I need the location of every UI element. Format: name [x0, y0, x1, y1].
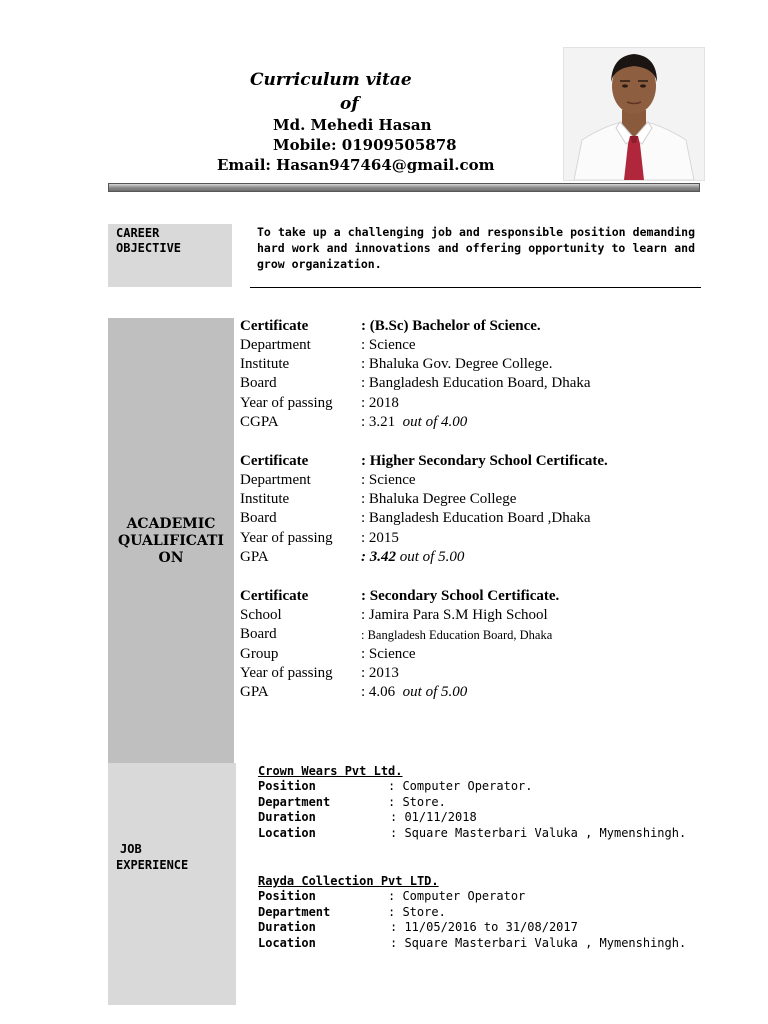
job-label-line1: JOB: [120, 842, 142, 856]
objective-underline: [250, 287, 701, 288]
career-label-line2: OBJECTIVE: [116, 241, 182, 255]
edu1-year-key: Year of passing: [240, 395, 333, 411]
job2-department-value: : Store.: [388, 905, 446, 919]
academic-label: [108, 516, 234, 567]
edu1-institute-key: Institute: [240, 356, 290, 372]
edu1-board-key: Board: [240, 375, 277, 391]
edu1-department-key: Department: [240, 337, 311, 353]
edu2-department-value: : Science: [361, 472, 416, 488]
job1-location-value: : Square Masterbari Valuka , Mymenshingh.: [390, 826, 687, 840]
edu1-certificate-key: Certificate: [240, 318, 309, 334]
edu3-group-key: Group: [240, 646, 279, 662]
job1-duration-key: Duration: [258, 810, 316, 824]
job2-company: Rayda Collection Pvt LTD.: [258, 874, 439, 888]
person-photo-icon: [564, 48, 704, 180]
mobile-number: Mobile: 01909505878: [273, 136, 457, 154]
edu1-cgpa-value: : 3.21 out of 4.00: [361, 414, 468, 430]
job2-position-value: : Computer Operator: [388, 889, 526, 903]
edu1-year-value: : 2018: [361, 395, 399, 411]
edu1-cgpa-key: CGPA: [240, 414, 279, 430]
job1-position-key: Position: [258, 779, 316, 793]
job1-company: Crown Wears Pvt Ltd.: [258, 764, 403, 778]
job2-location-key: Location: [258, 936, 316, 950]
career-label-line1: CAREER: [116, 226, 160, 240]
edu2-department-key: Department: [240, 472, 311, 488]
edu2-year-key: Year of passing: [240, 530, 333, 546]
job2-duration-key: Duration: [258, 920, 316, 934]
cv-title-line2: of: [340, 94, 359, 114]
job2-location-value: : Square Masterbari Valuka , Mymenshingh.: [390, 936, 687, 950]
edu1-certificate-value: : (B.Sc) Bachelor of Science.: [361, 318, 541, 334]
edu2-board-value: : Bangladesh Education Board ,Dhaka: [361, 510, 591, 526]
edu2-gpa-key: GPA: [240, 549, 269, 565]
edu2-year-value: : 2015: [361, 530, 399, 546]
job-experience-label-box: [108, 763, 236, 1005]
career-objective-text: To take up a challenging job and responsible position demanding hard work and innovations and offering opportunity to learn and grow organization.: [257, 225, 695, 271]
edu3-gpa-value: : 4.06 out of 5.00: [361, 684, 468, 700]
edu3-gpa-key: GPA: [240, 684, 269, 700]
edu3-year-value: : 2013: [361, 665, 399, 681]
profile-photo: [563, 47, 705, 181]
header-divider: [108, 183, 700, 192]
edu3-certificate-key: Certificate: [240, 588, 309, 604]
job1-department-value: : Store.: [388, 795, 446, 809]
edu2-gpa-value: : 3.42 out of 5.00: [361, 549, 465, 565]
job1-location-key: Location: [258, 826, 316, 840]
job1-position-value: : Computer Operator.: [388, 779, 533, 793]
cv-title-line1: Curriculum vitae: [250, 70, 412, 90]
edu3-school-key: School: [240, 607, 282, 623]
edu1-board-value: : Bangladesh Education Board, Dhaka: [361, 375, 591, 391]
email-address: Email: Hasan947464@gmail.com: [217, 156, 495, 174]
edu2-institute-value: : Bhaluka Degree College: [361, 491, 517, 507]
edu3-board-value: : Bangladesh Education Board, Dhaka: [361, 628, 553, 642]
academic-label-line2: QUALIFICATI: [118, 533, 224, 549]
job2-department-key: Department: [258, 905, 331, 919]
edu3-certificate-value: : Secondary School Certificate.: [361, 588, 560, 604]
edu3-board-key: Board: [240, 626, 277, 642]
edu1-department-value: : Science: [361, 337, 416, 353]
job2-position-key: Position: [258, 889, 316, 903]
academic-label-line3: ON: [158, 550, 184, 566]
career-objective-label-box: [108, 224, 232, 287]
edu3-group-value: : Science: [361, 646, 416, 662]
edu1-institute-value: : Bhaluka Gov. Degree College.: [361, 356, 553, 372]
edu2-certificate-key: Certificate: [240, 453, 309, 469]
job1-duration-value: : 01/11/2018: [390, 810, 477, 824]
edu3-year-key: Year of passing: [240, 665, 333, 681]
job2-duration-value: : 11/05/2016 to 31/08/2017: [390, 920, 578, 934]
edu3-school-value: : Jamira Para S.M High School: [361, 607, 548, 623]
edu2-certificate-value: : Higher Secondary School Certificate.: [361, 453, 608, 469]
job-label-line2: EXPERIENCE: [116, 858, 189, 872]
edu2-institute-key: Institute: [240, 491, 290, 507]
candidate-name: Md. Mehedi Hasan: [273, 116, 432, 134]
job1-department-key: Department: [258, 795, 331, 809]
edu2-board-key: Board: [240, 510, 277, 526]
academic-label-line1: ACADEMIC: [126, 516, 216, 532]
